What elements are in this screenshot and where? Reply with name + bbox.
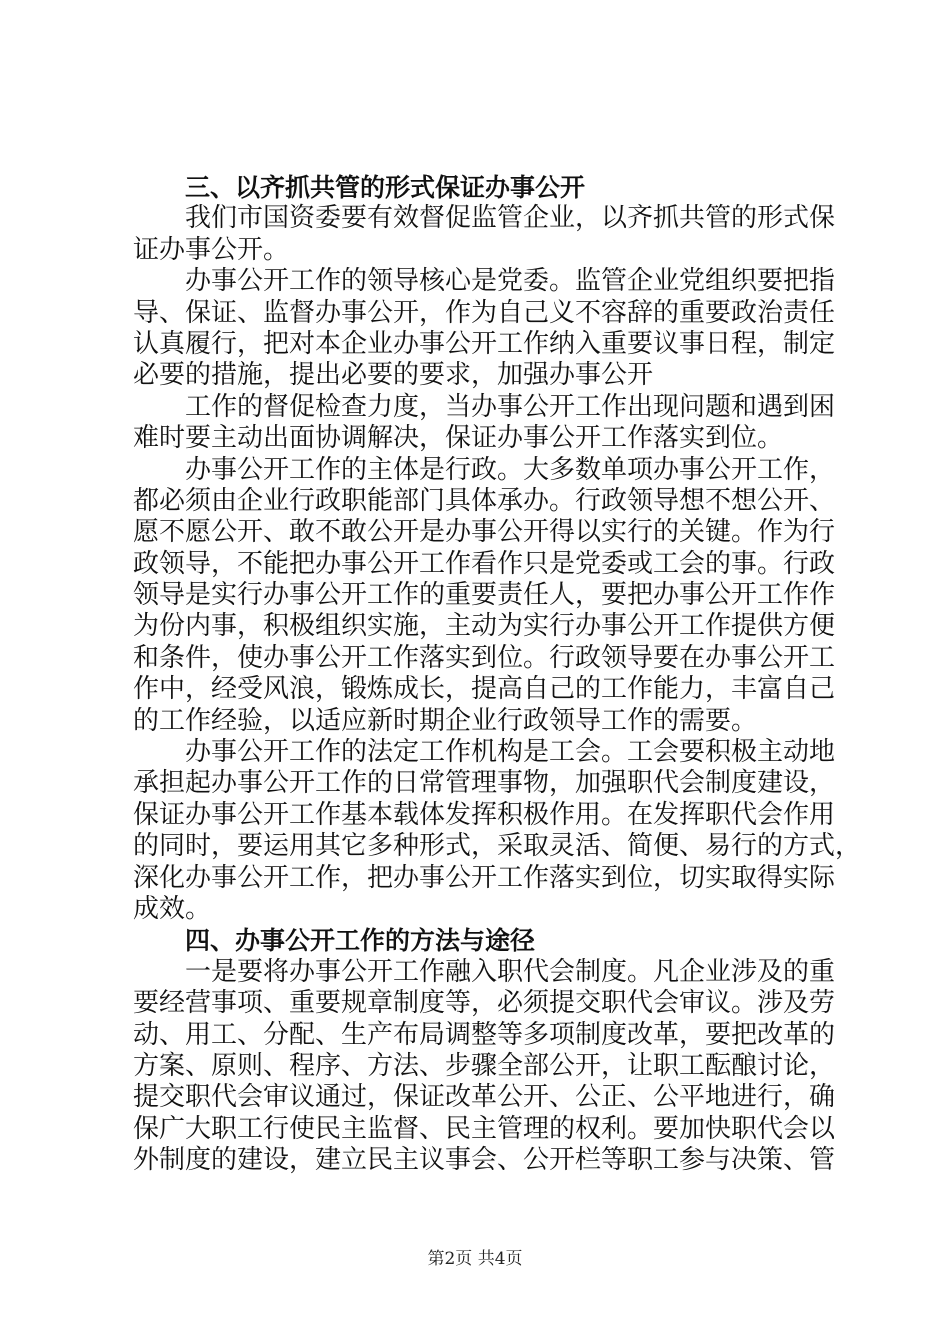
- page-footer: 第2页 共4页: [427, 1249, 523, 1269]
- paragraph-line: 愿不愿公开、敢不敢公开是办事公开得以实行的关键。作为行: [133, 517, 836, 548]
- paragraph-line: 政领导，不能把办事公开工作看作只是党委或工会的事。行政: [133, 548, 836, 579]
- paragraph-line: 的工作经验，以适应新时期企业行政领导工作的需要。: [133, 705, 758, 736]
- section-heading-3: 三、以齐抓共管的形式保证办事公开: [185, 173, 586, 202]
- paragraph-line: 保广大职工行使民主监督、民主管理的权利。要加快职代会以: [133, 1113, 836, 1144]
- paragraph-line: 深化办事公开工作，把办事公开工作落实到位，切实取得实际: [133, 862, 836, 893]
- paragraph-line: 必要的措施，提出必要的要求，加强办事公开: [133, 360, 654, 391]
- section-heading-4: 四、办事公开工作的方法与途径: [185, 926, 536, 956]
- paragraph-line: 工作的督促检查力度，当办事公开工作出现问题和遇到困: [185, 391, 836, 422]
- paragraph-line: 办事公开工作的领导核心是党委。监管企业党组织要把指: [185, 266, 836, 297]
- paragraph-line: 保证办事公开工作基本载体发挥积极作用。在发挥职代会作用: [133, 799, 836, 830]
- paragraph-line: 要经营事项、重要规章制度等，必须提交职代会审议。涉及劳: [133, 988, 836, 1019]
- paragraph-line: 难时要主动出面协调解决，保证办事公开工作落实到位。: [133, 423, 784, 454]
- paragraph-line: 证办事公开。: [133, 234, 290, 265]
- paragraph-line: 导、保证、监督办事公开，作为自己义不容辞的重要政治责任: [133, 297, 836, 328]
- paragraph-line: 外制度的建设，建立民主议事会、公开栏等职工参与决策、管: [133, 1145, 836, 1176]
- paragraph-line: 办事公开工作的法定工作机构是工会。工会要积极主动地: [185, 737, 836, 768]
- paragraph-line: 动、用工、分配、生产布局调整等多项制度改革，要把改革的: [133, 1019, 836, 1050]
- paragraph-line: 的同时，要运用其它多种形式，采取灵活、简便、易行的方式，: [133, 831, 862, 862]
- paragraph-line: 一是要将办事公开工作融入职代会制度。凡企业涉及的重: [185, 956, 836, 987]
- paragraph-line: 为份内事，积极组织实施，主动为实行办事公开工作提供方便: [133, 611, 836, 642]
- paragraph-line: 和条件，使办事公开工作落实到位。行政领导要在办事公开工: [133, 642, 836, 673]
- paragraph-line: 成效。: [133, 893, 212, 924]
- paragraph-line: 认真履行，把对本企业办事公开工作纳入重要议事日程，制定: [133, 328, 836, 359]
- paragraph-line: 办事公开工作的主体是行政。大多数单项办事公开工作，: [185, 454, 836, 485]
- paragraph-line: 都必须由企业行政职能部门具体承办。行政领导想不想公开、: [133, 485, 836, 516]
- paragraph-line: 我们市国资委要有效督促监管企业，以齐抓共管的形式保: [185, 203, 836, 234]
- paragraph-line: 方案、原则、程序、方法、步骤全部公开，让职工酝酿讨论，: [133, 1050, 836, 1081]
- paragraph-line: 提交职代会审议通过，保证改革公开、公正、公平地进行，确: [133, 1082, 836, 1113]
- document-body: [133, 172, 862, 1177]
- paragraph-line: 领导是实行办事公开工作的重要责任人，要把办事公开工作作: [133, 580, 836, 611]
- paragraph-line: 作中，经受风浪，锻炼成长，提高自己的工作能力，丰富自己: [133, 674, 836, 705]
- paragraph-line: 承担起办事公开工作的日常管理事物，加强职代会制度建设，: [133, 768, 836, 799]
